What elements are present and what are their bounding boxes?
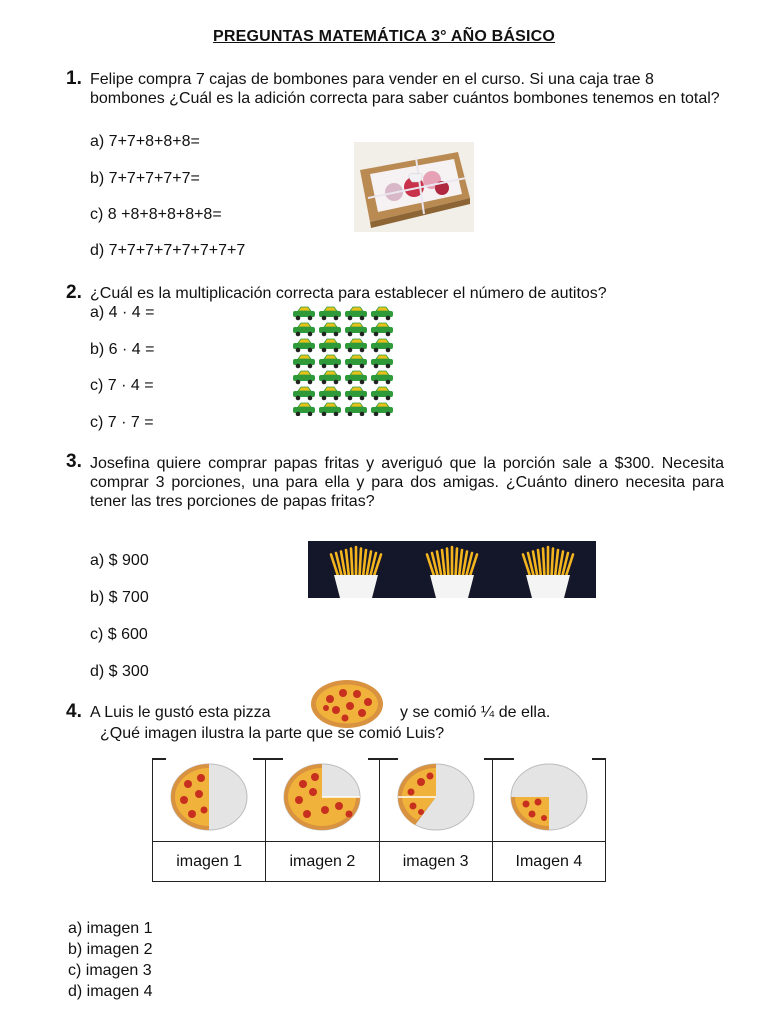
car-icon xyxy=(293,323,315,336)
car-icon xyxy=(293,339,315,352)
car-icon xyxy=(293,371,315,384)
pizza-quarter-image xyxy=(506,762,592,832)
car-icon xyxy=(371,307,393,320)
pizza-half-image xyxy=(166,762,252,832)
car-icon xyxy=(319,371,341,384)
question-1-option-b: b) 7+7+7+7+7= xyxy=(90,170,200,187)
pizza-half-slice-image xyxy=(393,762,479,832)
question-4-subquestion: ¿Qué imagen ilustra la parte que se comió Luis? xyxy=(100,725,445,742)
question-3-option-c: c) $ 600 xyxy=(90,626,148,643)
question-1-number: 1. xyxy=(66,68,82,89)
car-icon xyxy=(371,387,393,400)
pizza-label-4: Imagen 4 xyxy=(492,842,605,882)
pizza-options-table xyxy=(152,758,606,882)
car-icon xyxy=(371,323,393,336)
chocolate-box-image xyxy=(354,142,474,232)
pizza-image-1-cell xyxy=(153,758,266,842)
pizza-image-3-cell xyxy=(379,758,492,842)
car-icon xyxy=(293,403,315,416)
page-title: PREGUNTAS MATEMÁTICA 3° AÑO BÁSICO xyxy=(212,28,556,45)
car-icon xyxy=(319,323,341,336)
car-icon xyxy=(319,387,341,400)
question-1-option-a: a) 7+7+8+8+8= xyxy=(90,133,200,150)
car-icon xyxy=(293,355,315,368)
question-4-number: 4. xyxy=(66,701,82,722)
cars-grid xyxy=(292,306,396,416)
car-icon xyxy=(371,355,393,368)
pizza-image-2-cell xyxy=(266,758,379,842)
car-icon xyxy=(319,355,341,368)
car-icon xyxy=(319,403,341,416)
question-4-answer-a: a) imagen 1 xyxy=(68,920,153,937)
car-icon xyxy=(345,403,367,416)
question-4-answer-d: d) imagen 4 xyxy=(68,983,153,1000)
pizza-label-2: imagen 2 xyxy=(266,842,379,882)
question-2-option-d: c) 7 · 7 = xyxy=(90,414,154,431)
question-3-option-a: a) $ 900 xyxy=(90,552,149,569)
car-icon xyxy=(345,371,367,384)
pizza-label-3: imagen 3 xyxy=(379,842,492,882)
question-3-option-b: b) $ 700 xyxy=(90,589,149,606)
car-icon xyxy=(345,323,367,336)
car-icon xyxy=(371,403,393,416)
question-4-text-end: y se comió ¼ de ella. xyxy=(400,704,551,721)
question-2-option-b: b) 6 · 4 = xyxy=(90,341,155,358)
question-3-number: 3. xyxy=(66,451,82,472)
question-2-option-c: c) 7 · 4 = xyxy=(90,377,154,394)
fries-portion-icon xyxy=(523,547,573,598)
car-icon xyxy=(293,307,315,320)
car-icon xyxy=(371,371,393,384)
question-4-text-start: A Luis le gustó esta pizza xyxy=(90,704,271,721)
french-fries-image xyxy=(308,541,596,598)
question-2-number: 2. xyxy=(66,282,82,303)
question-1-text: Felipe compra 7 cajas de bombones para vender en el curso. Si una caja trae 8 bombones ¿Cuál es la adición correcta para saber cuántos bombones tenemos en total? xyxy=(90,71,720,107)
question-4-answer-b: b) imagen 2 xyxy=(68,941,153,958)
pizza-label-1: imagen 1 xyxy=(153,842,266,882)
question-3-option-d: d) $ 300 xyxy=(90,663,149,680)
car-icon xyxy=(345,339,367,352)
car-icon xyxy=(345,387,367,400)
pizza-image-4-cell xyxy=(492,758,605,842)
car-icon xyxy=(319,339,341,352)
question-2-option-a: a) 4 · 4 = xyxy=(90,304,155,321)
question-2-text: ¿Cuál es la multiplicación correcta para establecer el número de autitos? xyxy=(90,285,607,302)
car-icon xyxy=(345,355,367,368)
question-3-text: Josefina quiere comprar papas fritas y averiguó que la porción sale a $300. Necesita comprar 3 porciones, una para ella y para dos amigas. ¿Cuánto dinero necesita para tener las tres porciones de papas fritas? xyxy=(90,455,724,510)
fries-portion-icon xyxy=(331,547,381,598)
question-1-option-d: d) 7+7+7+7+7+7+7+7 xyxy=(90,242,246,259)
car-icon xyxy=(293,387,315,400)
car-icon xyxy=(371,339,393,352)
car-icon xyxy=(345,307,367,320)
car-icon xyxy=(319,307,341,320)
question-4-answer-c: c) imagen 3 xyxy=(68,962,152,979)
whole-pizza-image xyxy=(310,679,384,729)
fries-portion-icon xyxy=(427,547,477,598)
pizza-three-quarters-image xyxy=(279,762,365,832)
question-1-option-c: c) 8 +8+8+8+8+8= xyxy=(90,206,222,223)
